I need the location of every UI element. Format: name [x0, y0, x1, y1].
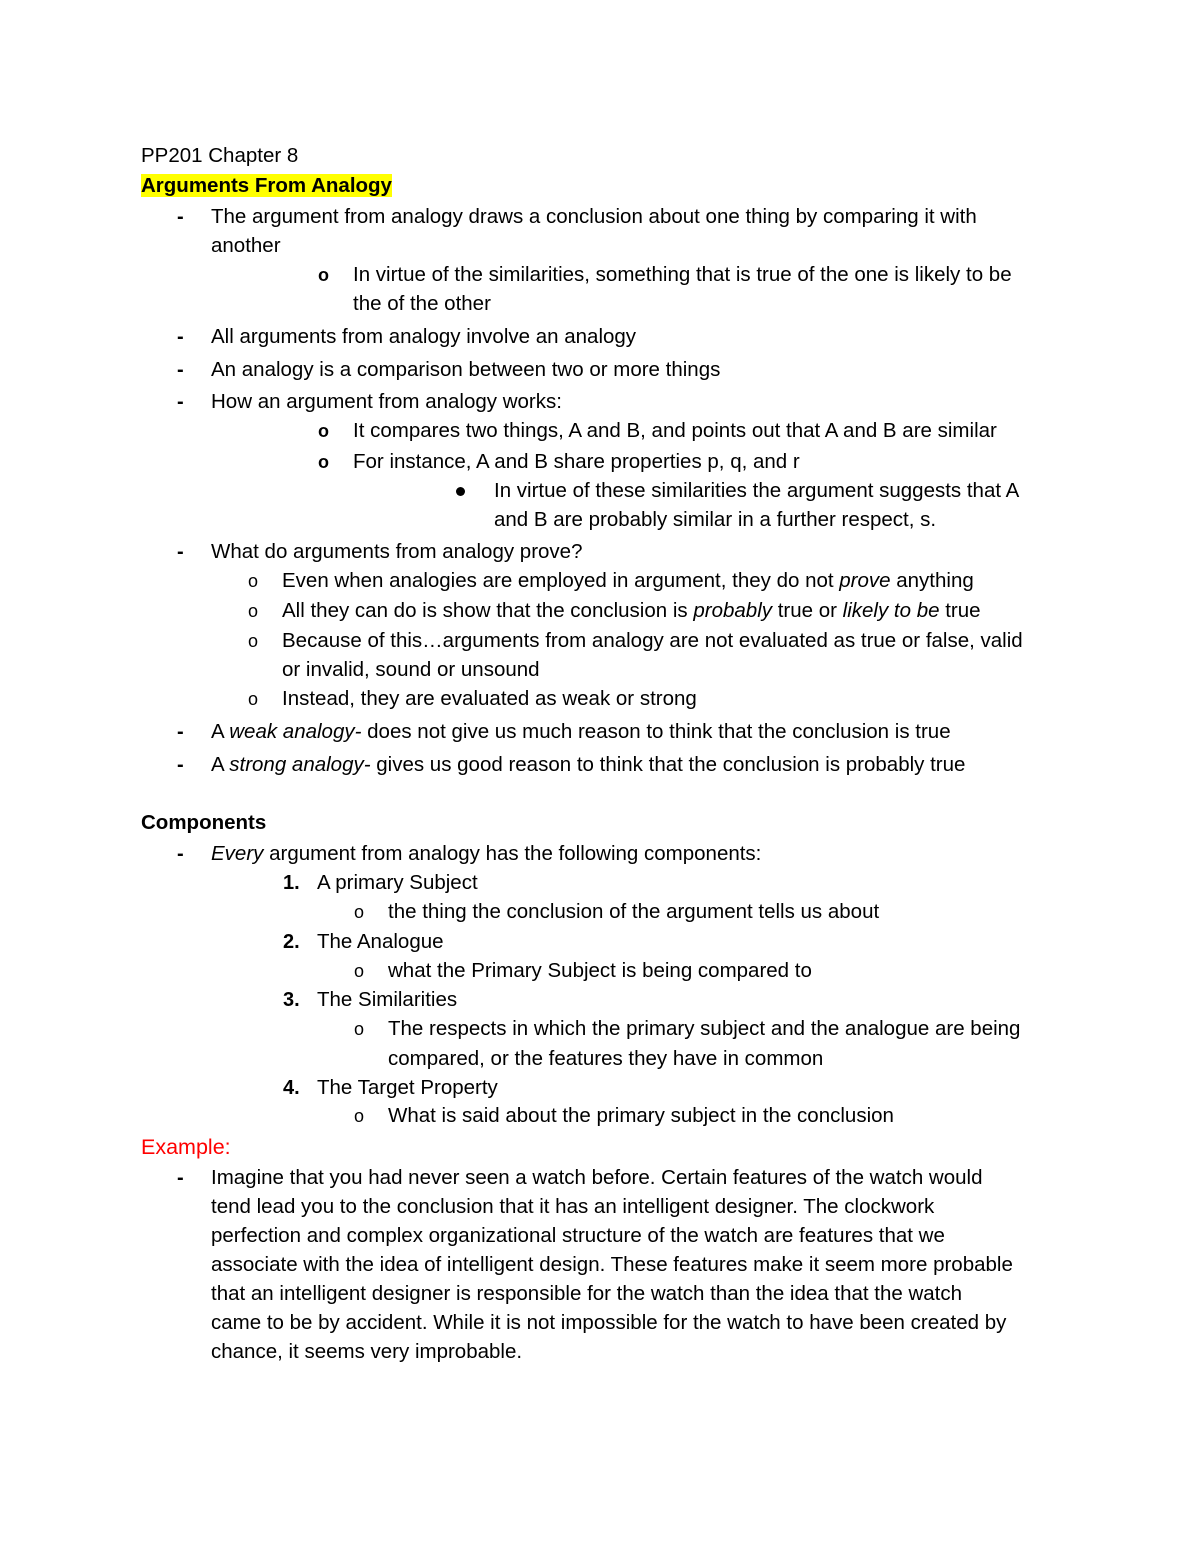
example-line: that an intelligent designer is responsible for the watch than the idea that the watch [211, 1282, 963, 1305]
text-run: argument from analogy has the following components: [263, 842, 762, 865]
filled-bullet-icon [456, 487, 465, 496]
sub-sub-item-text: and B are probably similar in a further respect, s. [494, 508, 937, 531]
example-line: perfection and complex organizational structure of the watch are features that we [211, 1224, 945, 1247]
italic-text: Every [211, 842, 264, 865]
dash-bullet: - [177, 1167, 184, 1189]
hollow-bullet: o [318, 421, 329, 441]
text-run: true [939, 599, 981, 622]
hollow-bullet: o [318, 265, 329, 285]
text-run: A [211, 753, 230, 776]
sub-item-text: compared, or the features they have in common [388, 1047, 824, 1070]
text-run: A [211, 720, 230, 743]
document-title: PP201 Chapter 8 [141, 144, 299, 167]
dash-bullet: - [177, 721, 184, 743]
example-line: Imagine that you had never seen a watch before. Certain features of the watch would [211, 1166, 983, 1189]
list-item-text [211, 717, 951, 747]
sub-item-text: the thing the conclusion of the argument tells us about [388, 900, 880, 923]
list-item-text [211, 750, 965, 780]
dash-bullet: - [177, 843, 184, 865]
hollow-bullet: o [318, 452, 329, 472]
sub-item-text: Instead, they are evaluated as weak or strong [282, 687, 697, 710]
hollow-bullet: o [354, 1019, 365, 1039]
section-heading-example: Example: [141, 1135, 231, 1159]
list-item-text: What do arguments from analogy prove? [211, 540, 583, 563]
hollow-bullet: o [248, 689, 259, 709]
list-number: 4. [283, 1077, 300, 1099]
list-number: 1. [283, 872, 300, 894]
hollow-bullet: o [248, 571, 259, 591]
numbered-item-text: The Analogue [317, 930, 444, 953]
list-item-text: another [211, 234, 281, 257]
list-item-text: How an argument from analogy works: [211, 390, 562, 413]
hollow-bullet: o [354, 902, 365, 922]
list-number: 3. [283, 989, 300, 1011]
numbered-item-text: The Target Property [317, 1076, 498, 1099]
text-run: anything [890, 569, 974, 592]
hollow-bullet: o [248, 631, 259, 651]
list-item-text: All arguments from analogy involve an analogy [211, 325, 637, 348]
list-item-text: The argument from analogy draws a conclusion about one thing by comparing it with [211, 205, 977, 228]
example-line: chance, it seems very improbable. [211, 1340, 523, 1363]
sub-item-text: What is said about the primary subject in the conclusion [388, 1104, 894, 1127]
example-line: came to be by accident. While it is not impossible for the watch to have been created by [211, 1311, 1007, 1334]
sub-item-text: The respects in which the primary subject and the analogue are being [388, 1017, 1021, 1040]
dash-bullet: - [177, 754, 184, 776]
sub-item-text: It compares two things, A and B, and points out that A and B are similar [353, 419, 997, 442]
text-run: true or [772, 599, 843, 622]
hollow-bullet: o [248, 601, 259, 621]
list-item-text: An analogy is a comparison between two or more things [211, 358, 721, 381]
numbered-item-text: A primary Subject [317, 871, 478, 894]
sub-item-text [282, 596, 981, 626]
highlighted-heading: Arguments From Analogy [141, 174, 392, 197]
example-line: tend lead you to the conclusion that it has an intelligent designer. The clockwork [211, 1195, 935, 1218]
italic-text: probably [693, 599, 773, 622]
list-number: 2. [283, 931, 300, 953]
list-item-text [211, 839, 761, 869]
section-heading-arguments [141, 171, 392, 201]
hollow-bullet: o [354, 1106, 365, 1126]
sub-item-text: or invalid, sound or unsound [282, 658, 540, 681]
text-run: Even when analogies are employed in argument, they do not [282, 569, 840, 592]
sub-item-text: what the Primary Subject is being compared to [388, 959, 812, 982]
italic-text: strong analogy- [229, 753, 371, 776]
dash-bullet: - [177, 206, 184, 228]
hollow-bullet: o [354, 961, 365, 981]
text-run: All they can do is show that the conclusion is [282, 599, 694, 622]
italic-text: likely to be [842, 599, 940, 622]
section-heading-components: Components [141, 811, 267, 834]
sub-item-text [282, 566, 974, 596]
dash-bullet: - [177, 359, 184, 381]
dash-bullet: - [177, 541, 184, 563]
sub-item-text: Because of this…arguments from analogy are not evaluated as true or false, valid [282, 629, 1023, 652]
example-line: associate with the idea of intelligent design. These features make it seem more probable [211, 1253, 1013, 1276]
text-run: does not give us much reason to think that the conclusion is true [361, 720, 951, 743]
dash-bullet: - [177, 326, 184, 348]
text-run: gives us good reason to think that the conclusion is probably true [370, 753, 966, 776]
italic-text: prove [839, 569, 891, 592]
numbered-item-text: The Similarities [317, 988, 458, 1011]
sub-sub-item-text: In virtue of these similarities the argument suggests that A [494, 479, 1020, 502]
italic-text: weak analogy- [229, 720, 362, 743]
sub-item-text: the of the other [353, 292, 491, 315]
sub-item-text: In virtue of the similarities, something that is true of the one is likely to be [353, 263, 1012, 286]
sub-item-text: For instance, A and B share properties p, q, and r [353, 450, 800, 473]
dash-bullet: - [177, 391, 184, 413]
